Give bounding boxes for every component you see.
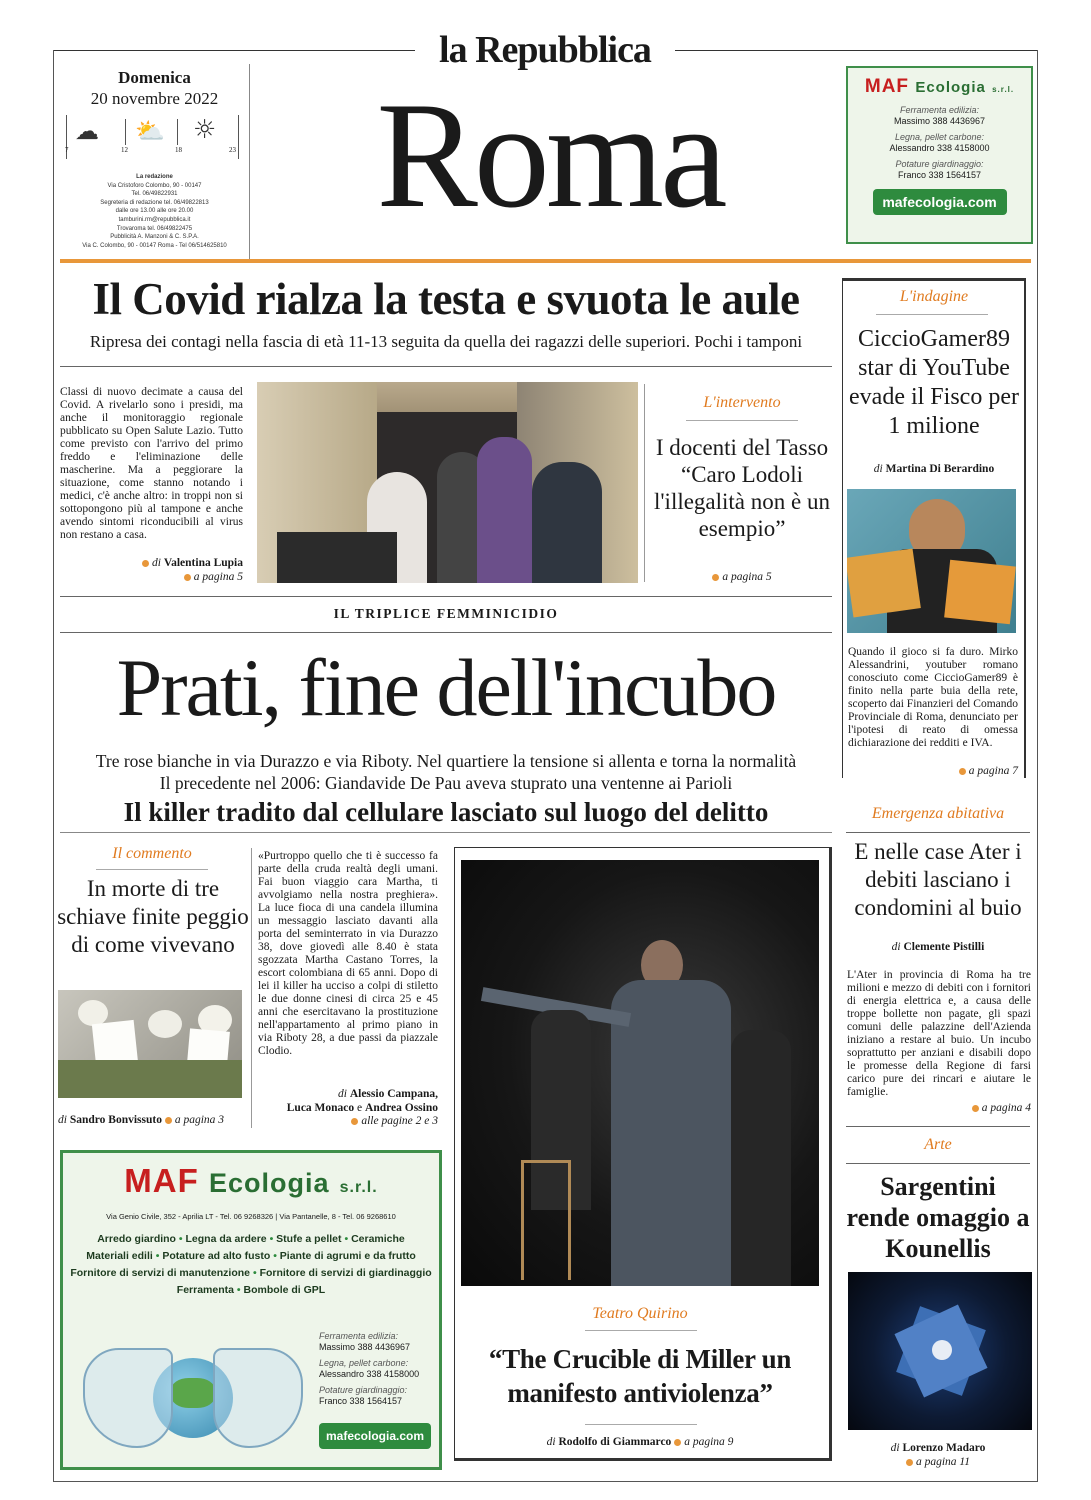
redazione-info xyxy=(60,173,249,250)
sun-cloud-icon: ⛅ xyxy=(135,117,165,145)
date-weather-box xyxy=(60,64,250,260)
date-day: Domenica xyxy=(118,68,191,87)
emergenza-headline: E nelle case Ater i debiti lasciano i condomini al buio xyxy=(854,839,1022,920)
ad-contact-role: Ferramenta edilizia: xyxy=(319,1331,399,1341)
lead-subhead: Ripresa dei contagi nella fascia di età 11-13 seguita da quella dei ragazzi delle superiori. Pochi i tamponi xyxy=(89,332,803,351)
temp-1: 7 xyxy=(65,146,69,154)
ad-contact-role: Legna, pellet carbone: xyxy=(894,132,985,142)
redazione-line: Segreteria di redazione tel. 06/49822813 xyxy=(100,199,209,206)
temp-3: 18 xyxy=(175,146,182,154)
femminicidio-kicker: IL TRIPLICE FEMMINICIDIO xyxy=(333,606,559,621)
redazione-line: tamburini.rm@repubblica.it xyxy=(118,216,191,223)
temp-4: 23 xyxy=(229,146,236,154)
ad-contact-role: Potature giardinaggio: xyxy=(319,1385,408,1395)
indagine-headline: CiccioGamer89 star di YouTube evade il Fisco per 1 milione xyxy=(849,326,1019,439)
lead-headline: Il Covid rialza la testa e svuota le aule xyxy=(92,274,800,324)
intervento-headline: I docenti del Tasso “Caro Lodoli l'illegalità non è un esempio” xyxy=(654,435,830,541)
ad-top[interactable] xyxy=(846,66,1033,244)
redazione-line: Trovaroma tel. 06/49822475 xyxy=(116,225,193,232)
emergenza-page-ref[interactable]: a pagina 4 xyxy=(847,1102,1031,1114)
indagine-kicker: L'indagine xyxy=(899,288,969,305)
lead-body: Classi di nuovo decimate a causa del Covid. A rivelarlo sono i presidi, ma anche il monitoraggio regionale pubblicato su Open Salute Lazio. Tutto come previsto con l'arrivo del primo freddo e l'eliminazione delle mascherine. Ma a peggiorare la situazione, come stanno notando i medici, c'è anche altro: in troppi non si sottopongono più al tampone e anche avendo sintomi riconducibili al virus non restano a casa. xyxy=(60,386,243,541)
femminicidio-headline: Prati, fine dell'incubo xyxy=(116,642,776,733)
arte-page-ref[interactable]: a pagina 11 xyxy=(846,1456,1030,1468)
ad-contact-role: Legna, pellet carbone: xyxy=(319,1358,409,1368)
edition-title: Roma xyxy=(376,71,724,239)
emergenza-byline: di Clemente Pistilli xyxy=(891,941,985,953)
arte-kicker: Arte xyxy=(924,1136,952,1153)
white-roses-photo xyxy=(58,990,242,1098)
redazione-line: Tel. 06/49822931 xyxy=(131,191,178,198)
ad-contact-role: Potature giardinaggio: xyxy=(895,159,984,169)
ad-top-url-button[interactable]: mafecologia.com xyxy=(873,189,1007,215)
weather-strip xyxy=(66,115,239,159)
redazione-line: Via C. Colombo, 90 - 00147 Roma - Tel 06/514625810 xyxy=(82,242,227,249)
ad-contact-role: Ferramenta edilizia: xyxy=(899,105,980,115)
ad-contact-person: Massimo 388 4436967 xyxy=(319,1342,411,1352)
teatro-kicker: Teatro Quirino xyxy=(592,1305,688,1322)
indagine-page-ref[interactable]: a pagina 7 xyxy=(848,765,1018,777)
indagine-byline: di Martina Di Berardino xyxy=(873,463,995,475)
redazione-heading: La redazione xyxy=(136,174,173,180)
ad-contact-person: Massimo 388 4436967 xyxy=(893,116,986,126)
lead-page-ref[interactable]: a pagina 5 xyxy=(60,571,243,583)
emergenza-kicker: Emergenza abitativa xyxy=(871,805,1005,822)
school-students-photo xyxy=(257,382,638,583)
theatre-actor-photo xyxy=(461,860,819,1286)
commento-headline: In morte di tre schiave finite peggio di come vivevano xyxy=(57,876,249,957)
ad-contact-person: Alessandro 338 4158000 xyxy=(889,143,990,153)
teatro-headline: “The Crucible di Miller un manifesto antiviolenza” xyxy=(488,1344,792,1408)
youtuber-photo xyxy=(847,489,1016,633)
ad-contact-person: Franco 338 1564157 xyxy=(319,1396,403,1406)
intervento-kicker: L'intervento xyxy=(703,394,781,411)
intervento-page-ref[interactable]: a pagina 5 xyxy=(650,571,834,583)
femminicidio-sub3: Il killer tradito dal cellulare lasciato sul luogo del delitto xyxy=(123,797,769,827)
arte-headline: Sargentini rende omaggio a Kounellis xyxy=(846,1172,1030,1263)
hands-earth-icon xyxy=(83,1328,303,1458)
ad-top-logo: MAF Ecologia s.r.l. xyxy=(864,76,1015,97)
commento-kicker: Il commento xyxy=(112,845,192,862)
emergenza-body: L'Ater in provincia di Roma ha tre milioni e mezzo di debiti con i fornitori di energia elettrica e, a causa delle troppe bollette non pagate, gli spazi comuni delle palazzine dell'Azienda iniziano a restare al buio. Un incubo soprattutto per anziani e disabili dopo le promesse della Regione di farsi carico pure dei rincari e aiutare le famiglie. xyxy=(847,969,1031,1098)
center-article-body: «Purtroppo quello che ti è successo fa parte della cruda realtà degli umani. Fai buon viaggio cara Martha, ti avvolgiamo nella nostra preghiera». La luce fioca di una candela illumina un messaggio lasciato davanti alla porta del seminterrato in via Durazzo 38, dove giovedì alle 8.40 è stata sgozzata Martha Castano Torres, la escort colombiana di 65 anni. Dopo di lei il killer ha ucciso a colpi di stiletto le due donne cinesi di circa 25 e 45 anni che esercitavano la prostituzione nell'appartamento al primo piano in via Riboty 28, a due passi da piazzale Clodio. xyxy=(258,850,438,1057)
teatro-byline: di Rodolfo di Giammarco a pagina 9 xyxy=(546,1436,734,1448)
temp-2: 12 xyxy=(121,146,128,154)
redazione-line: dalle ore 13.00 alle ore 20.00 xyxy=(115,208,194,215)
femminicidio-sub1: Tre rose bianche in via Durazzo e via Riboty. Nel quartiere la tensione si allenta e torna la normalità xyxy=(95,751,797,771)
ad-contact-person: Franco 338 1564157 xyxy=(897,170,982,180)
commento-byline: di Sandro Bonvissuto a pagina 3 xyxy=(58,1114,225,1126)
kounellis-artwork-photo xyxy=(848,1272,1032,1430)
masthead-title: la Repubblica xyxy=(415,28,675,72)
storm-cloud-icon: ☁ xyxy=(75,117,99,145)
header-rule xyxy=(60,259,1031,263)
sun-icon: ☼ xyxy=(193,115,217,145)
femminicidio-sub2: Il precedente nel 2006: Giandavide De Pau aveva stuprato una ventenne ai Parioli xyxy=(159,773,733,793)
ad-bottom[interactable] xyxy=(60,1150,442,1470)
center-article-byline: di Alessio Campana, Luca Monaco e Andrea Ossino alle pagine 2 e 3 xyxy=(258,1088,438,1129)
redazione-line: Pubblicità A. Manzoni & C. S.P.A. xyxy=(110,234,199,241)
redazione-line: Via Cristoforo Colombo, 90 - 00147 xyxy=(107,182,202,189)
lead-byline: di Valentina Lupia xyxy=(60,557,243,569)
ad-contact-person: Alessandro 338 4158000 xyxy=(319,1369,420,1379)
center-article-page-ref[interactable]: alle pagine 2 e 3 xyxy=(258,1115,438,1129)
date-full: 20 novembre 2022 xyxy=(90,89,219,108)
ad-bottom-logo: MAF Ecologia s.r.l. xyxy=(124,1162,378,1199)
arte-byline: di Lorenzo Madaro xyxy=(890,1442,986,1454)
ad-bottom-address: Via Genio Civile, 352 - Aprilia LT - Tel. 06 9268326 | Via Pantanelle, 8 - Tel. 06 9268610 xyxy=(106,1212,396,1221)
indagine-body: Quando il gioco si fa duro. Mirko Alessandrini, youtuber romano conosciuto come CiccioGamer89 è finito nella parte buia della rete, scoperto dai Finanzieri del Comando Provinciale di Roma, denunciato per l'ipotesi di reato di omessa dichiarazione dei redditi e IVA. xyxy=(848,646,1018,749)
ad-bottom-url-button[interactable]: mafecologia.com xyxy=(319,1423,431,1449)
ad-bottom-services: Arredo giardino • Legna da ardere • Stufe a pellet • Ceramiche Materiali edili • Potature ad alto fusto • Piante di agrumi e da frutto Fornitore di servizi di manutenzione • Fornitore di servizi di giardinaggio Ferramenta • Bombole di GPL xyxy=(70,1233,432,1296)
